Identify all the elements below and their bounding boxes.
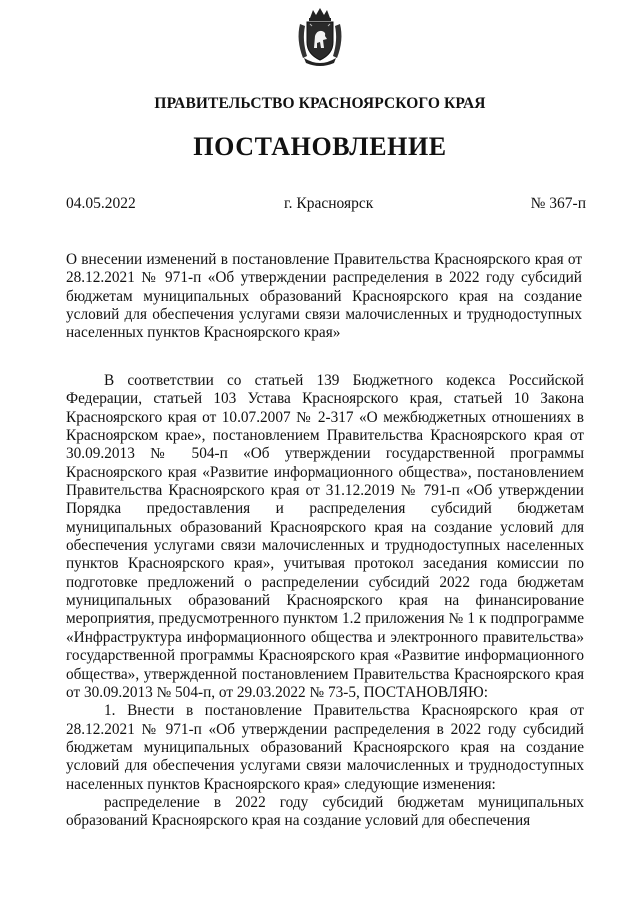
document-date: 04.05.2022 [66,195,136,212]
document-number: № 367-п [530,195,586,212]
body-preamble: В соответствии со статьей 139 Бюджетного кодекса Российской Федерации, статьей 103 Устава Красноярского края, статьей 10 Закона Красноярского края от 10.07.2007 № 2-317 «О межбюджетных отношениях в Красноярском крае», постановлением Правительства Красноярского края от 30.09.2013 № 504-п «Об утверждении государственной программы Красноярского края «Развитие информационного общества», постановлением Правительства Красноярского края от 31.12.2019 № 791-п «Об утверждении Порядка предоставления и распределения субсидий бюджетам муниципальных образований Красноярского края на создание условий для обеспечения услугами связи малочисленных и труднодоступных населенных пунктов Красноярского края», учитывая протокол заседания комиссии по подготовке предложений о распределении субсидий 2022 года бюджетам муниципальных образований Красноярского края на финансирование мероприятия, предусмотренного пунктом 1.2 приложения № 1 к подпрограмме «Инфраструктура информационного общества и электронного правительства» государственной программы Красноярского края «Развитие информационного общества», утвержденной постановлением Правительства Красноярского края от 30.09.2013 № 504-п, от 29.03.2022 № 73-5, ПОСТАНОВЛЯЮ: [66,372,584,701]
document-meta-row [66,195,586,215]
coat-of-arms-icon [296,6,344,68]
document-body [66,372,584,831]
document-subject: О внесении изменений в постановление Правительства Красноярского края от 28.12.2021 № 971-п «Об утверждении распределения в 2022 году субсидий бюджетам муниципальных образований Красноярского края на создание условий для обеспечения услугами связи малочисленных и труднодоступных населенных пунктов Красноярского края» [66,251,582,342]
organization-title: ПРАВИТЕЛЬСТВО КРАСНОЯРСКОГО КРАЯ [154,95,486,112]
body-item-1-sub: распределение в 2022 году субсидий бюджетам муниципальных образований Красноярского края на создание условий для обеспечения [66,793,584,830]
body-item-1: 1. Внести в постановление Правительства Красноярского края от 28.12.2021 № 971-п «Об утверждении распределения в 2022 году субсидий бюджетам муниципальных образований Красноярского края на создание условий для обеспечения услугами связи малочисленных и труднодоступных населенных пунктов Красноярского края» следующие изменения: [66,702,584,793]
document-type-title: ПОСТАНОВЛЕНИЕ [193,132,447,161]
document-city: г. Красноярск [284,195,374,212]
